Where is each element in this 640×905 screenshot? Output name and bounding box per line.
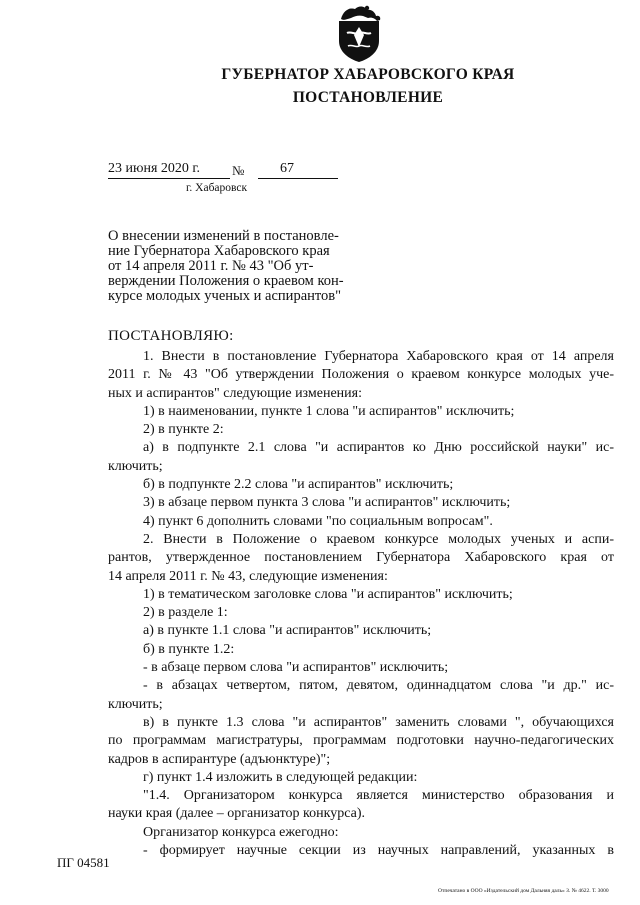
subject-line: ние Губернатора Хабаровского края <box>108 243 330 259</box>
document-issuer: ГУБЕРНАТОР ХАБАРОВСКОГО КРАЯ <box>221 66 515 83</box>
body-line: 1) в наименовании, пункте 1 слова "и аспирантов" исключить; <box>143 403 515 419</box>
body-line: 14 апреля 2011 г. № 43, следующие изменения: <box>108 568 388 584</box>
body-line: а) в подпункте 2.1 слова "и аспирантов ко Дню российской науки" ис- <box>143 440 614 456</box>
document-city: г. Хабаровск <box>186 182 248 194</box>
body-line: б) в пункте 1.2: <box>143 641 235 657</box>
body-line: в) в пункте 1.3 слова "и аспирантов" заменить словами ", обучающихся <box>143 714 614 730</box>
document-subject <box>108 229 344 304</box>
body-line: - в абзацах четвертом, пятом, девятом, одиннадцатом слова "и др." ис- <box>143 678 614 694</box>
body-line: 1. Внести в постановление Губернатора Хабаровского края от 14 апреля <box>143 349 614 364</box>
body-line: 2) в пункте 2: <box>143 422 224 438</box>
subject-line: курсе молодых ученых и аспирантов" <box>108 288 342 304</box>
date-number-row <box>108 161 348 183</box>
body-line: ключить; <box>108 458 163 474</box>
body-line: а) в пункте 1.1 слова "и аспирантов" исключить; <box>143 623 432 639</box>
number-sign: № <box>232 163 245 178</box>
subject-line: верждении Положения о краевом кон- <box>108 273 344 289</box>
body-line: 4) пункт 6 дополнить словами "по социальным вопросам". <box>143 513 493 529</box>
coat-of-arms-icon <box>333 3 385 63</box>
body-line: б) в подпункте 2.2 слова "и аспирантов" исключить; <box>143 477 454 493</box>
body-line: кадров в аспирантуре (адъюнктуре)"; <box>108 751 331 767</box>
body-line: г) пункт 1.4 изложить в следующей редакции: <box>143 769 418 785</box>
body-line: - формирует научные секции из научных направлений, указанных в <box>143 843 614 859</box>
printer-imprint: Отпечатано в ООО «Издательский дом Дальняя даль» З. № 4622. Т. 3000 <box>438 888 609 894</box>
body-line: ключить; <box>108 696 163 712</box>
body-line: 3) в абзаце первом пункта 3 слова "и аспирантов" исключить; <box>143 495 511 511</box>
body-line: 2011 г. № 43 "Об утверждении Положения о краевом конкурсе молодых уче- <box>108 367 614 383</box>
body-line: науки края (далее – организатор конкурса). <box>108 806 365 822</box>
body-line: - в абзаце первом слова "и аспирантов" исключить; <box>143 660 449 676</box>
body-line: ных и аспирантов" следующие изменения: <box>108 385 362 401</box>
document-body <box>108 348 614 860</box>
subject-line: О внесении изменений в постановле- <box>108 228 339 244</box>
form-code: ПГ 04581 <box>57 855 110 870</box>
body-line: 1) в тематическом заголовке слова "и аспирантов" исключить; <box>143 586 513 602</box>
body-line: 2) в разделе 1: <box>143 605 228 621</box>
date-underline <box>108 178 230 179</box>
body-line: Организатор конкурса ежегодно: <box>143 824 339 840</box>
document-date: 23 июня 2020 г. <box>108 161 201 176</box>
body-line: рантов, утвержденное постановлением Губернатора Хабаровского края от <box>108 550 614 566</box>
body-line: по программам магистратуры, программам подготовки научно-педагогических <box>108 733 614 749</box>
body-line: 2. Внести в Положение о краевом конкурсе молодых ученых и аспи- <box>143 531 614 547</box>
document-number: 67 <box>280 161 294 176</box>
number-underline <box>258 178 338 179</box>
decree-word: ПОСТАНОВЛЯЮ: <box>108 328 234 344</box>
body-line: "1.4. Организатором конкурса является министерство образования и <box>143 788 614 804</box>
document-type: ПОСТАНОВЛЕНИЕ <box>292 89 444 106</box>
subject-line: от 14 апреля 2011 г. № 43 "Об ут- <box>108 258 314 274</box>
